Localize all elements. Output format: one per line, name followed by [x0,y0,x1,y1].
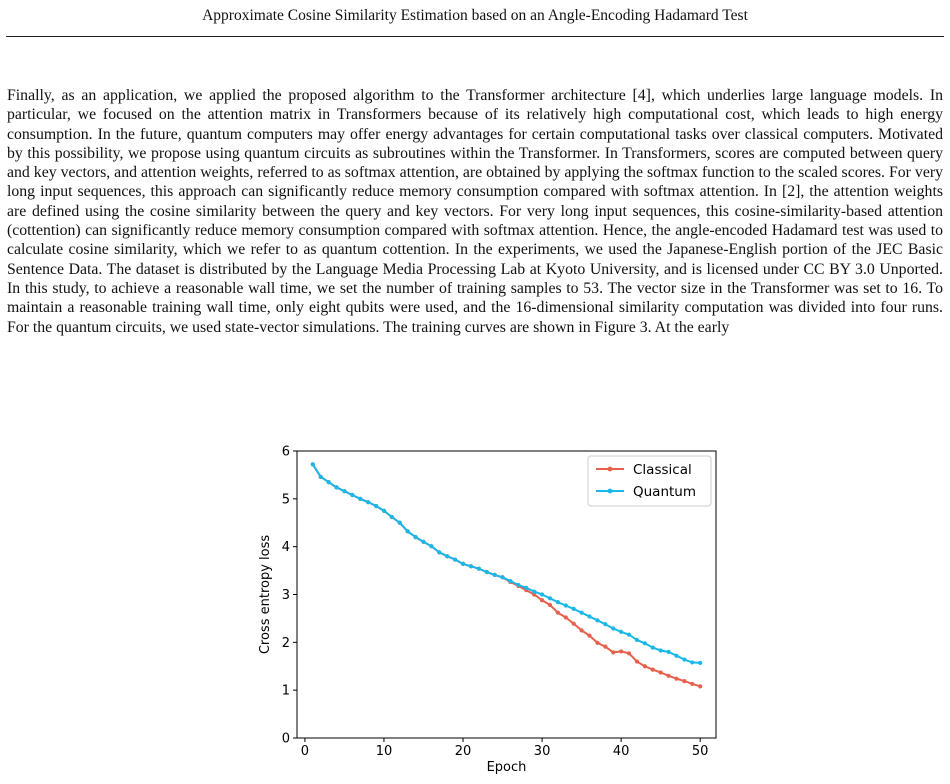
data-point-quantum [524,586,528,590]
data-point-quantum [327,480,331,484]
y-tick-label: 0 [281,731,290,747]
data-point-quantum [564,603,568,607]
data-point-quantum [358,497,362,501]
data-point-quantum [406,529,410,533]
data-point-quantum [556,600,560,604]
data-point-quantum [334,485,338,489]
data-point-quantum [493,573,497,577]
data-point-quantum [445,554,449,558]
data-point-quantum [532,590,536,594]
legend [588,456,711,506]
data-point-classical [548,603,552,607]
data-point-quantum [587,614,591,618]
data-point-quantum [342,489,346,493]
data-point-classical [690,682,694,686]
data-point-classical [682,679,686,683]
running-title: Approximate Cosine Similarity Estimation based on an Angle-Encoding Hadamard Test [202,7,748,24]
data-point-quantum [508,579,512,583]
data-point-quantum [311,462,315,466]
data-point-quantum [374,504,378,508]
data-point-quantum [635,638,639,642]
x-axis-label: Epoch [486,760,527,775]
y-tick-label: 5 [281,492,290,508]
data-point-quantum [461,562,465,566]
data-point-quantum [643,641,647,645]
data-point-classical [580,628,584,632]
data-point-quantum [548,596,552,600]
y-tick-label: 2 [281,635,290,651]
y-tick-label: 6 [281,444,290,460]
data-point-quantum [469,564,473,568]
data-point-quantum [477,567,481,571]
data-point-quantum [390,515,394,519]
data-point-quantum [366,500,370,504]
body-paragraph: Finally, as an application, we applied the proposed algorithm to the Transformer architecture [4], which underlies large language models. In particular, we focused on the attention matrix in Transformers because of its relatively high computational cost, which leads to high energy consumption. In the future, quantum computers may offer energy advantages for certain computational tasks over classical computers. Motivated by this possibility, we propose using quantum circuits as subroutines within the Transformer. In Transformers, scores are computed between query and key vectors, and attention weights, referred to as softmax attention, are obtained by applying the softmax function to the scaled scores. For very long input sequences, this approach can significantly reduce memory consumption compared with softmax attention. In [2], the attention weights are defined using the cosine similarity between the query and key vectors. For very long input sequences, this cosine-similarity-based attention (cottention) can significantly reduce memory consumption compared with softmax attention. Hence, the angle-encoded Hadamard test was used to calculate cosine similarity, which we refer to as quantum cottention. In the experiments, we used the Japanese-English portion of the JEC Basic Sentence Data. The dataset is distributed by the Language Media Processing Lab at Kyoto University, and is licensed under CC BY 3.0 Unported. In this study, to achieve a reasonable wall time, we set the number of training samples to 53. The vector size in the Transformer was set to 16. To maintain a reasonable training wall time, only eight qubits were used, and the 16-dimensional similarity computation was divided into four runs. For the quantum circuits, we used state-vector simulations. The training curves are shown in Figure 3. At the early [7,87,943,336]
data-point-quantum [540,592,544,596]
data-point-quantum [690,660,694,664]
data-point-quantum [350,493,354,497]
data-point-classical [674,677,678,681]
data-point-classical [603,645,607,649]
data-point-quantum [413,535,417,539]
x-tick-label: 40 [612,744,630,759]
data-point-quantum [698,661,702,665]
data-point-quantum [319,475,323,479]
x-tick-label: 50 [691,744,709,759]
data-point-quantum [674,654,678,658]
data-point-classical [698,684,702,688]
data-point-classical [564,615,568,619]
data-point-quantum [485,570,489,574]
data-point-quantum [437,550,441,554]
data-point-quantum [659,648,663,652]
legend-marker-quantum [608,489,613,494]
x-tick-label: 30 [533,744,551,759]
data-point-quantum [429,544,433,548]
data-point-quantum [595,618,599,622]
data-point-quantum [627,633,631,637]
data-point-classical [587,634,591,638]
data-point-classical [540,598,544,602]
y-tick-label: 3 [281,588,290,603]
data-point-quantum [382,509,386,513]
data-point-classical [635,659,639,663]
data-point-classical [556,611,560,615]
data-point-classical [666,674,670,678]
data-point-classical [651,667,655,671]
data-point-quantum [619,630,623,634]
data-point-quantum [421,540,425,544]
y-axis-label: Cross entropy loss [258,534,273,655]
data-point-quantum [516,583,520,587]
data-point-quantum [580,611,584,615]
x-tick-label: 10 [375,744,393,759]
data-point-quantum [453,557,457,561]
data-point-classical [643,664,647,668]
data-point-quantum [500,575,504,579]
legend-label-classical: Classical [633,462,692,478]
data-point-quantum [666,650,670,654]
data-point-quantum [682,657,686,661]
data-point-classical [619,649,623,653]
y-tick-label: 1 [281,683,290,699]
x-tick-label: 20 [454,744,472,759]
data-point-quantum [611,626,615,630]
data-point-quantum [398,521,402,525]
data-point-classical [595,641,599,645]
data-point-classical [572,622,576,626]
x-tick-label: 0 [300,744,310,759]
data-point-classical [659,670,663,674]
data-point-classical [627,651,631,655]
y-tick-label: 4 [281,540,290,556]
legend-marker-classical [608,467,613,472]
data-point-quantum [572,607,576,611]
legend-label-quantum: Quantum [633,484,697,500]
data-point-classical [611,650,615,654]
data-point-quantum [651,645,655,649]
data-point-quantum [603,622,607,626]
